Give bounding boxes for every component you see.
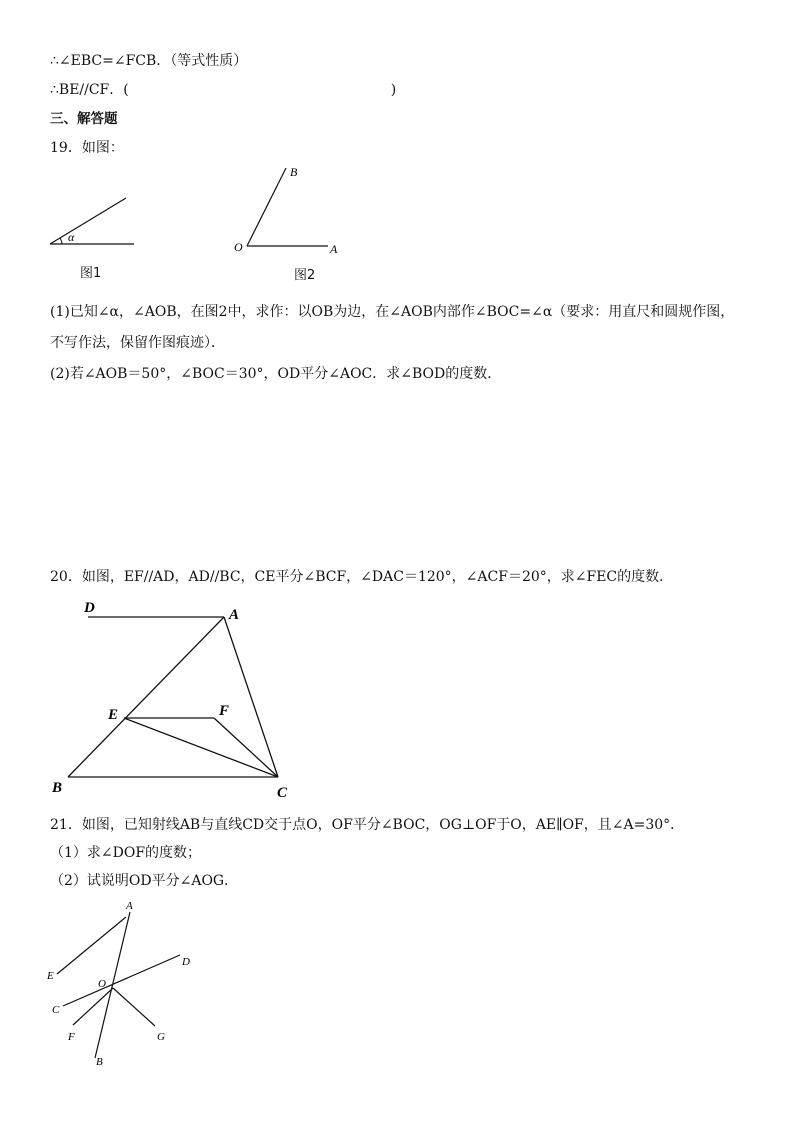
fig20-label-F: F (219, 703, 230, 719)
fig21-label-C: C (52, 1004, 60, 1016)
fig21-label-D: D (182, 956, 190, 968)
fig20-label-B: B (52, 780, 63, 796)
fig20-label-E: E (108, 707, 119, 723)
fig20-label-D: D (84, 600, 95, 616)
question-19: 19．如图： (50, 140, 124, 156)
question-20: 20．如图，EF//AD，AD//BC，CE平分∠BCF，∠DAC＝120°，∠ACF＝20°，求∠FEC的度数． (50, 569, 674, 585)
fig21-label-A: A (126, 900, 133, 912)
fig1-angle-label: α (68, 230, 75, 244)
question-19-part-1b: 不写作法，保留作图痕迹）． (50, 335, 225, 351)
question-21-part-1: （1）求∠DOF的度数； (50, 845, 202, 861)
fig21-label-F: F (68, 1031, 75, 1043)
figure-2-caption: 图2 (294, 268, 316, 283)
fig20-segment-AB (68, 617, 224, 777)
fig21-label-B: B (96, 1056, 103, 1068)
fig20-label-A: A (229, 607, 240, 623)
fig2-label-A: A (330, 242, 338, 256)
figure-2 (230, 160, 350, 260)
proof-line-2-close: ) (390, 82, 397, 98)
question-19-part-2: (2)若∠AOB＝50°，∠BOC＝30°，OD平分∠AOC．求∠BOD的度数． (50, 366, 502, 382)
figure-20 (50, 595, 310, 805)
question-21-part-2: （2）试说明OD平分∠AOG． (50, 873, 239, 889)
question-21: 21．如图，已知射线AB与直线CD交于点O，OF平分∠BOC，OG⊥OF于O，AE∥OF，且∠A=30°． (50, 817, 685, 833)
fig21-label-E: E (47, 970, 54, 982)
fig20-label-C: C (277, 785, 288, 801)
fig21-line-AE (57, 917, 126, 974)
fig2-ray-OB (247, 168, 286, 246)
fig21-label-G: G (157, 1031, 165, 1043)
question-19-part-1a: (1)已知∠α，∠AOB，在图2中，求作：以OB为边，在∠AOB内部作∠BOC=∠α（要求：用直尺和圆规作图， (50, 304, 735, 320)
figure-1-caption: 图1 (80, 266, 102, 281)
figure-1 (40, 190, 150, 260)
proof-line-2-text: ∴BE//CF．( (50, 82, 129, 98)
proof-line-2 (50, 81, 396, 99)
fig21-label-O: O (98, 978, 106, 990)
fig2-label-O: O (234, 240, 243, 254)
fig2-label-B: B (290, 165, 298, 179)
fig1-angle-arc (60, 238, 62, 244)
fig20-segment-AC (224, 617, 278, 777)
figure-21 (40, 895, 210, 1075)
section-heading: 三、解答题 (50, 111, 118, 127)
proof-line-1: ∴∠EBC=∠FCB．（等式性质） (50, 53, 248, 69)
fig21-line-CD (63, 955, 180, 1006)
fig21-ray-OG (113, 988, 155, 1026)
fig20-segment-EC (124, 718, 278, 777)
fig1-ray-slanted (50, 198, 126, 244)
